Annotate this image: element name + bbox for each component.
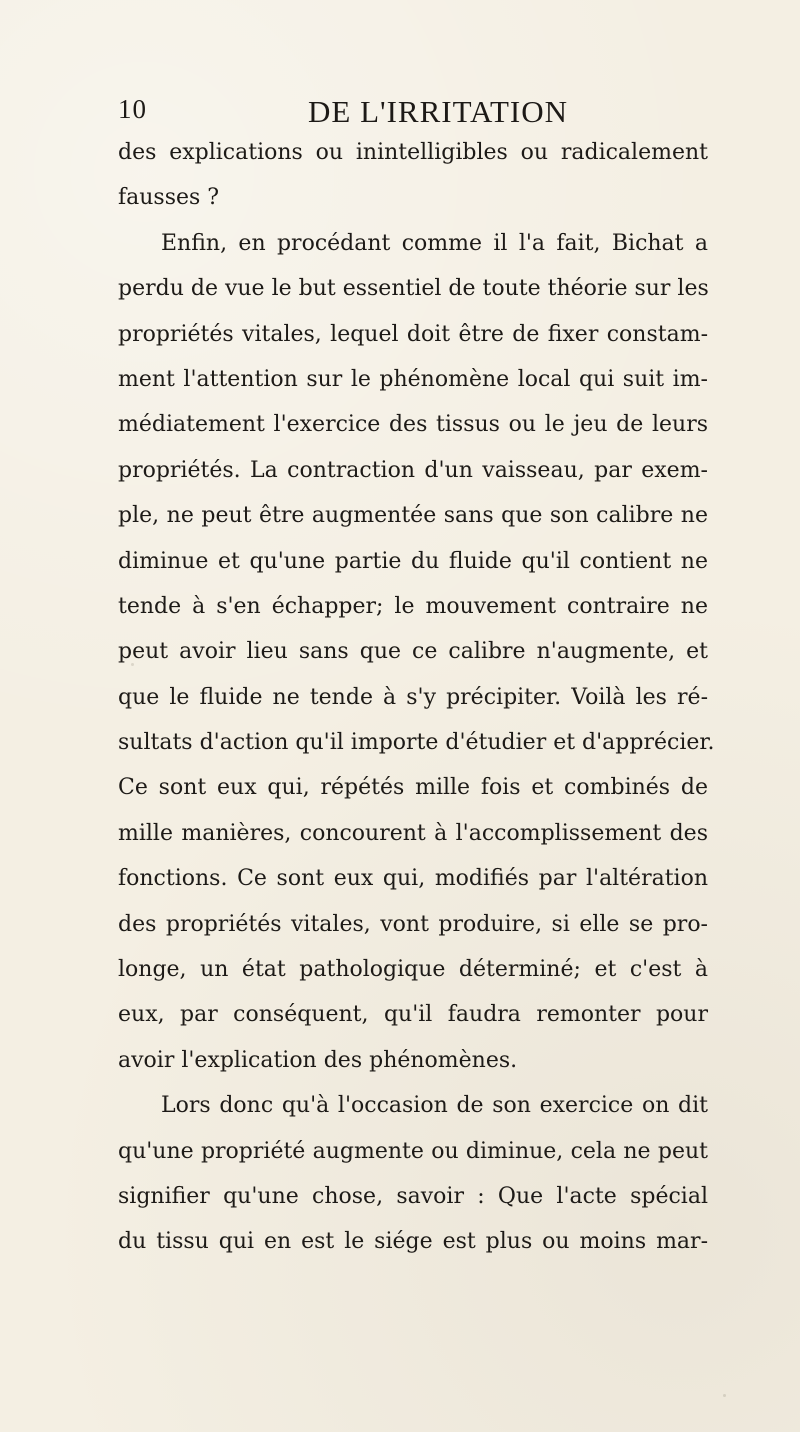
text-line: signifier qu'une chose, savoir : Que l'acte spécial xyxy=(118,1183,708,1209)
text-line: sultats d'action qu'il importe d'étudier et d'apprécier. xyxy=(118,730,715,756)
text-line: propriétés vitales, lequel doit être de fixer constam- xyxy=(118,321,708,347)
text-line: des explications ou inintelligibles ou radicalement xyxy=(118,140,708,165)
text-line: mille manières, concourent à l'accomplissement des xyxy=(118,820,708,846)
body-text xyxy=(118,130,715,1265)
text-line: propriétés. La contraction d'un vaisseau, par exem- xyxy=(118,457,708,483)
text-line: peut avoir lieu sans que ce calibre n'augmente, et xyxy=(118,639,708,665)
text-line: diminue et qu'une partie du fluide qu'il contient ne xyxy=(118,548,708,574)
paper-speck xyxy=(723,1394,726,1397)
page-number: 10 xyxy=(118,94,147,124)
text-line: longe, un état pathologique déterminé; et c'est à xyxy=(118,957,708,983)
text-line: tende à s'en échapper; le mouvement contraire ne xyxy=(118,593,708,619)
text-line: médiatement l'exercice des tissus ou le jeu de leurs xyxy=(118,412,708,438)
text-line: Lors donc qu'à l'occasion de son exercice on dit xyxy=(161,1093,708,1119)
text-line: qu'une propriété augmente ou diminue, cela ne peut xyxy=(118,1138,708,1164)
paper-speck xyxy=(654,240,658,244)
page-header xyxy=(118,94,706,134)
text-line: du tissu qui en est le siége est plus ou moins mar- xyxy=(118,1229,708,1255)
text-line: que le fluide ne tende à s'y précipiter. Voilà les ré- xyxy=(118,684,708,710)
text-line: eux, par conséquent, qu'il faudra remonter pour xyxy=(118,1002,708,1028)
text-line: des propriétés vitales, vont produire, si elle se pro- xyxy=(118,911,708,937)
paper-speck xyxy=(247,289,250,292)
text-line: Ce sont eux qui, répétés mille fois et combinés de xyxy=(118,775,708,801)
text-line: ment l'attention sur le phénomène local qui suit im- xyxy=(118,366,708,392)
text-line: ple, ne peut être augmentée sans que son calibre ne xyxy=(118,503,708,529)
paper-speck xyxy=(131,663,134,666)
text-line: avoir l'explication des phénomènes. xyxy=(118,1047,518,1073)
text-line: fonctions. Ce sont eux qui, modifiés par l'altération xyxy=(118,866,708,892)
running-title: DE L'IRRITATION xyxy=(308,94,569,129)
text-line: perdu de vue le but essentiel de toute théorie sur les xyxy=(118,276,709,302)
text-line: Enfin, en procédant comme il l'a fait, Bichat a xyxy=(161,230,708,256)
text-line: fausses ? xyxy=(118,185,220,211)
